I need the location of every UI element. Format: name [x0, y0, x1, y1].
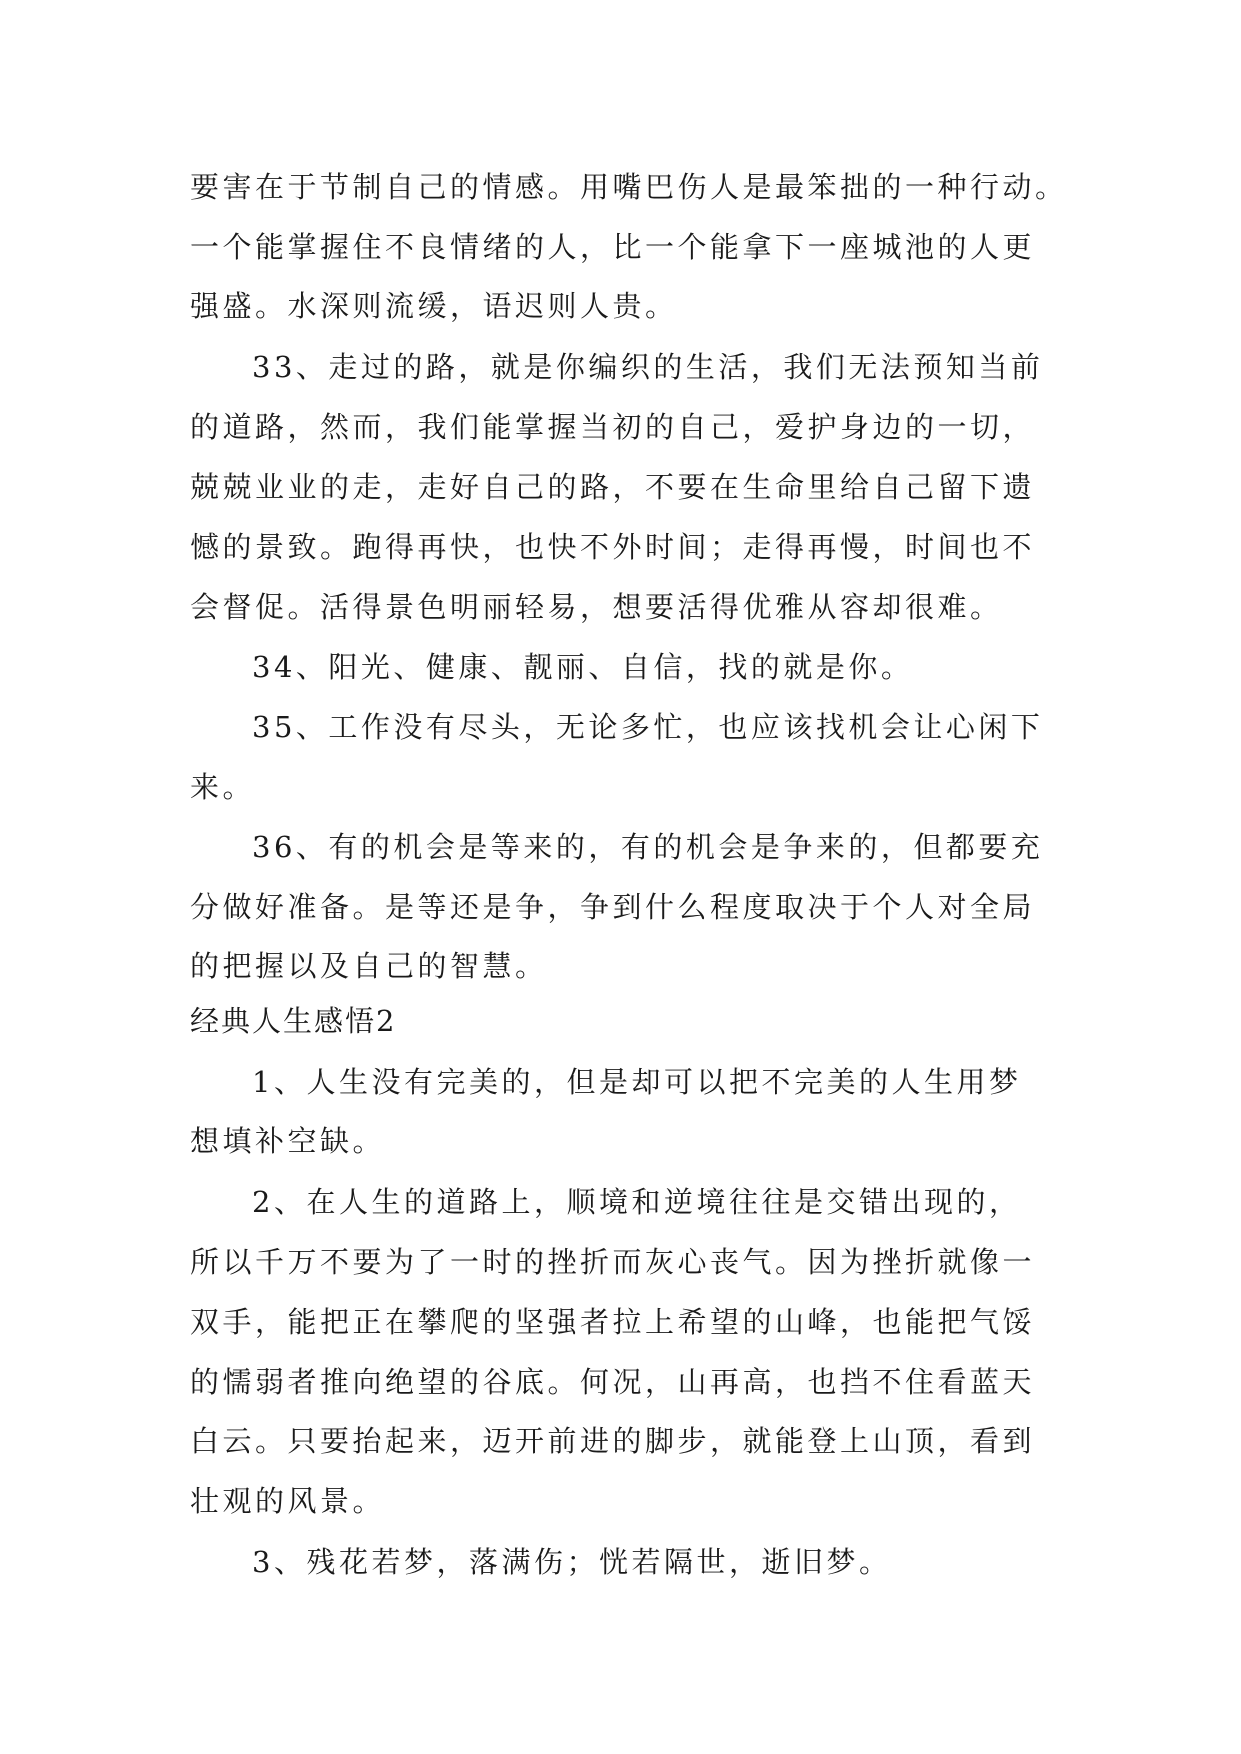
paragraph-line: 1、人生没有完美的，但是却可以把不完美的人生用梦 [252, 1065, 1022, 1099]
paragraph-line: 3、残花若梦，落满伤；恍若隔世，逝旧梦。 [252, 1545, 892, 1579]
paragraph-line: 的把握以及自己的智慧。 [190, 949, 548, 983]
paragraph-line: 壮观的风景。 [190, 1484, 386, 1518]
paragraph-line: 兢兢业业的走，走好自己的路，不要在生命里给自己留下遗 [190, 470, 1036, 504]
paragraph-line: 34、阳光、健康、靓丽、自信，找的就是你。 [252, 650, 914, 684]
paragraph-line: 的懦弱者推向绝望的谷底。何况，山再高，也挡不住看蓝天 [190, 1365, 1036, 1399]
paragraph-line: 会督促。活得景色明丽轻易，想要活得优雅从容却很难。 [190, 590, 1003, 624]
paragraph-line: 白云。只要抬起来，迈开前进的脚步，就能登上山顶，看到 [190, 1424, 1036, 1458]
paragraph-line: 36、有的机会是等来的，有的机会是争来的，但都要充 [252, 830, 1044, 864]
section-heading: 经典人生感悟2 [190, 1004, 397, 1038]
paragraph-line: 分做好准备。是等还是争，争到什么程度取决于个人对全局 [190, 890, 1036, 924]
paragraph-line: 的道路，然而，我们能掌握当初的自己，爱护身边的一切， [190, 410, 1036, 444]
paragraph-line: 要害在于节制自己的情感。用嘴巴伤人是最笨拙的一种行动。 [190, 170, 1068, 204]
paragraph-line: 双手，能把正在攀爬的坚强者拉上希望的山峰，也能把气馁 [190, 1305, 1036, 1339]
paragraph-line: 来。 [190, 770, 256, 804]
paragraph-line: 一个能掌握住不良情绪的人，比一个能拿下一座城池的人更 [190, 230, 1036, 264]
paragraph-line: 憾的景致。跑得再快，也快不外时间；走得再慢，时间也不 [190, 530, 1036, 564]
paragraph-line: 想填补空缺。 [190, 1124, 386, 1158]
paragraph-line: 所以千万不要为了一时的挫折而灰心丧气。因为挫折就像一 [190, 1245, 1036, 1279]
paragraph-line: 2、在人生的道路上，顺境和逆境往往是交错出现的， [252, 1185, 1022, 1219]
paragraph-line: 35、工作没有尽头，无论多忙，也应该找机会让心闲下 [252, 710, 1044, 744]
paragraph-line: 33、走过的路，就是你编织的生活，我们无法预知当前 [252, 350, 1044, 384]
paragraph-line: 强盛。水深则流缓，语迟则人贵。 [190, 289, 678, 323]
